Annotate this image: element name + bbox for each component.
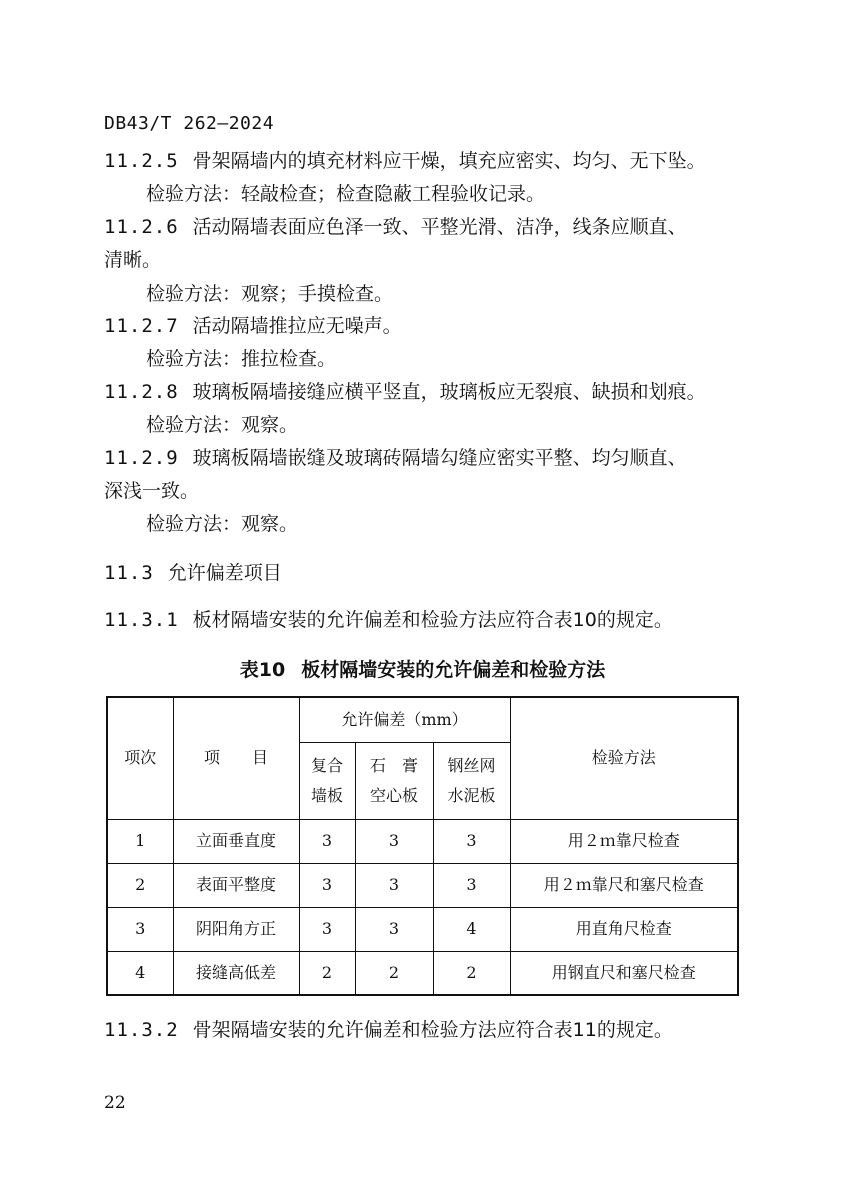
cell-item: 接缝高低差 [173,951,299,995]
clause-text: 活动隔墙表面应色泽一致、平整光滑、洁净，线条应顺直、 [192,216,687,238]
clause-11-2-8 [104,379,706,405]
header-item: 项 目 [173,697,299,819]
cell-index: 1 [107,819,173,863]
clause-number: 11.2.8 [104,381,179,403]
section-number: 11.3 [104,562,154,584]
table-row [107,951,738,995]
clause-11-2-8-method: 检验方法：观察。 [146,414,299,436]
cell-composite: 3 [299,863,355,907]
clause-number: 11.3.1 [104,609,179,631]
clause-11-2-6-continuation: 清晰。 [104,249,162,271]
clause-number: 11.2.6 [104,216,179,238]
table-header-row [107,697,738,742]
clause-11-2-6-method: 检验方法：观察；手摸检查。 [146,283,394,305]
clause-number: 11.2.5 [104,150,179,172]
clause-11-2-6 [104,214,687,240]
cell-gypsum: 2 [355,951,433,995]
header-line: 石 膏 [369,755,418,775]
clause-11-2-9-continuation: 深浅一致。 [104,480,200,502]
header-tolerance-group: 允许偏差（mm） [299,697,510,742]
clause-number: 11.2.9 [104,447,179,469]
cell-item: 阴阳角方正 [173,907,299,951]
clause-11-2-5 [104,148,706,174]
cell-method: 用钢直尺和塞尺检查 [510,951,738,995]
header-index: 项次 [107,697,173,819]
clause-text: 板材隔墙安装的允许偏差和检验方法应符合表10的规定。 [192,609,673,631]
clause-number: 11.2.7 [104,315,179,337]
document-code-header: DB43/T 262—2024 [104,113,275,134]
header-line: 墙板 [310,785,343,805]
cell-gypsum: 3 [355,819,433,863]
clause-text: 玻璃板隔墙接缝应横平竖直，玻璃板应无裂痕、缺损和划痕。 [192,381,706,403]
clause-text: 活动隔墙推拉应无噪声。 [192,315,402,337]
section-title: 允许偏差项目 [167,562,282,584]
header-line: 空心板 [369,785,418,805]
clause-11-3-1 [104,607,673,633]
header-line: 水泥板 [447,785,496,805]
clause-11-2-7-method: 检验方法：推拉检查。 [146,348,337,370]
clause-11-2-5-method: 检验方法：轻敲检查；检查隐蔽工程验收记录。 [146,183,546,205]
cell-mesh: 3 [433,863,510,907]
cell-composite: 3 [299,819,355,863]
cell-index: 2 [107,863,173,907]
cell-index: 3 [107,907,173,951]
clause-11-2-7 [104,313,402,339]
cell-method: 用直角尺检查 [510,907,738,951]
table-caption-title: 板材隔墙安装的允许偏差和检验方法 [301,659,606,681]
header-line: 复合 [310,755,343,775]
clause-number: 11.3.2 [104,1019,179,1041]
cell-item: 立面垂直度 [173,819,299,863]
cell-mesh: 2 [433,951,510,995]
cell-gypsum: 3 [355,863,433,907]
table-row [107,907,738,951]
clause-11-2-9 [104,445,687,471]
table-caption [0,655,845,682]
cell-index: 4 [107,951,173,995]
cell-composite: 2 [299,951,355,995]
cell-gypsum: 3 [355,907,433,951]
header-mesh-cement-panel [433,742,510,819]
clause-text: 骨架隔墙内的填充材料应干燥，填充应密实、均匀、无下坠。 [192,150,706,172]
tolerance-table [106,696,739,996]
clause-11-3-2 [104,1017,673,1043]
page-number: 22 [104,1093,126,1113]
clause-text: 玻璃板隔墙嵌缝及玻璃砖隔墙勾缝应密实平整、均匀顺直、 [192,447,687,469]
cell-item: 表面平整度 [173,863,299,907]
header-gypsum-panel [355,742,433,819]
cell-mesh: 3 [433,819,510,863]
cell-method: 用２ｍ靠尺检查 [510,819,738,863]
table-row [107,819,738,863]
table-row [107,863,738,907]
cell-composite: 3 [299,907,355,951]
section-heading [104,560,282,586]
clause-text: 骨架隔墙安装的允许偏差和检验方法应符合表11的规定。 [192,1019,673,1041]
cell-method: 用２ｍ靠尺和塞尺检查 [510,863,738,907]
clause-11-2-9-method: 检验方法：观察。 [146,513,299,535]
table-caption-number: 表10 [239,659,286,681]
header-line: 钢丝网 [447,755,496,775]
header-method: 检验方法 [510,697,738,819]
header-composite-panel [299,742,355,819]
cell-mesh: 4 [433,907,510,951]
